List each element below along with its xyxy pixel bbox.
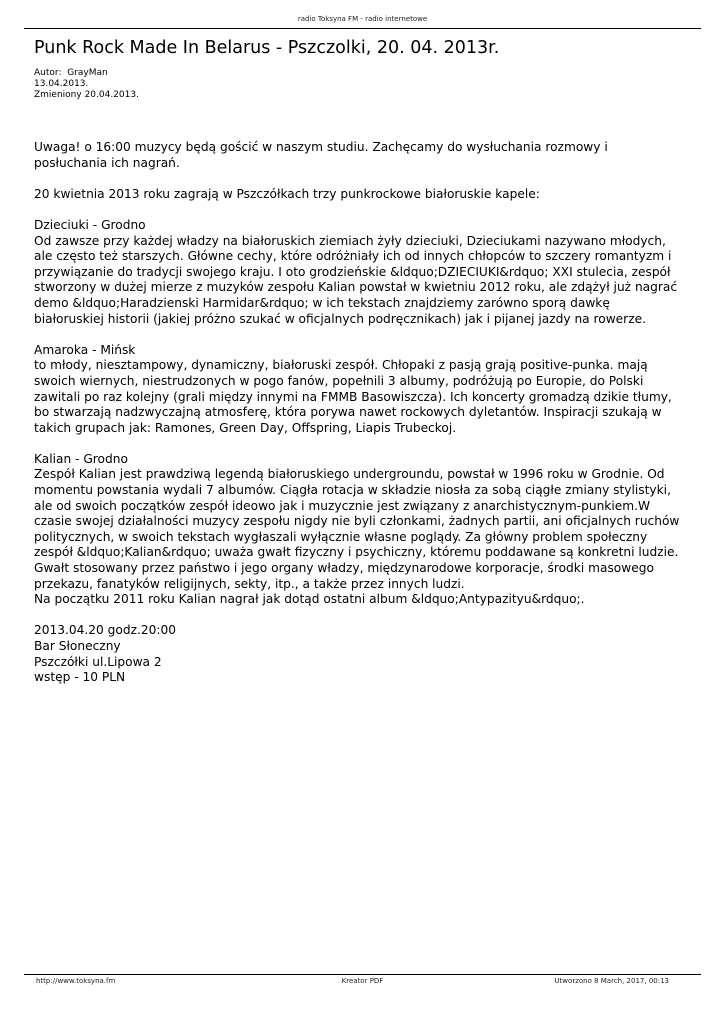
body-line: Dzieciuki - Grodno xyxy=(34,217,146,232)
paragraph-gap xyxy=(34,171,694,187)
body-line: Kalian - Grodno xyxy=(34,451,128,466)
body-line: politycznych, w swoich tekstach wygłaszali wyłącznie własne poglądy. Za główny problem społeczny xyxy=(34,529,648,544)
body-line: przekazu, fanatyków religijnych, sekty, itp., a także przez innych ludzi. xyxy=(34,576,465,591)
article-title: Punk Rock Made In Belarus - Pszczolki, 20. 04. 2013r. xyxy=(34,38,500,58)
author-line: Autor: GrayMan xyxy=(34,68,108,78)
body-line: białoruskiej historii (jakiej próżno szukać w oficjalnych podręcznikach) jak i pijanej jazdy na rowerze. xyxy=(34,311,646,326)
created-date: 13.04.2013. xyxy=(34,79,89,89)
body-line: 2013.04.20 godz.20:00 xyxy=(34,623,176,638)
body-line: demo &ldquo;Haradzienski Harmidar&rdquo; w ich tekstach znajdziemy zarówno sporą dawkę xyxy=(34,295,610,310)
body-line: takich grupach jak: Ramones, Green Day, Offspring, Liapis Trubeckoj. xyxy=(34,420,457,435)
body-line: Zespół Kalian jest prawdziwą legendą białoruskiego undergroundu, powstał w 1996 roku w Grodnie. Od xyxy=(34,467,665,482)
body-line: Gwałt stosowany przez państwo i jego organy władzy, międzynarodowe korporacje, środki masowego xyxy=(34,561,654,576)
body-line: 20 kwietnia 2013 roku zagrają w Pszczółkach trzy punkrockowe białoruskie kapele: xyxy=(34,186,540,201)
footer-generator: Kreator PDF xyxy=(341,977,384,985)
body-line: przywiązanie do tradycji swojego kraju. I oto grodzieńskie &ldquo;DZIECIUKI&rdquo; XXI stulecia, zespół xyxy=(34,264,671,279)
modified-date: Zmieniony 20.04.2013. xyxy=(34,90,139,100)
body-line: to młody, niesztampowy, dynamiczny, białoruski zespół. Chłopaki z pasją grają positive-punka. mają xyxy=(34,358,648,373)
paragraph-gap xyxy=(34,327,694,343)
body-line: czasie swojej działalności muzycy zespołu nigdy nie byli członkami, żadnych partii, ani oficjalnych ruchów xyxy=(34,514,680,529)
paragraph-gap xyxy=(34,608,694,624)
body-line: posłuchania ich nagrań. xyxy=(34,155,180,170)
body-line: Uwaga! o 16:00 muzycy będą gościć w naszym studiu. Zachęcamy do wysłuchania rozmowy i xyxy=(34,140,608,154)
body-line: ale często też starszych. Główne cechy, które odróżniały ich od innych chłopców to szczery romantyzm i xyxy=(34,249,672,264)
footer-url[interactable]: http://www.toksyna.fm xyxy=(36,977,116,985)
body-line: wstęp - 10 PLN xyxy=(34,670,126,685)
body-line: momentu powstania wydali 7 albumów. Ciągła rotacja w składzie niosła za sobą ciągłe zmiany stylistyki, xyxy=(34,483,671,498)
body-line: Amaroka - Mińsk xyxy=(34,342,136,357)
body-line: swoich wiernych, niestrudzonych w pogo fanów, popełnili 3 albumy, podróżują po Europie, do Polski xyxy=(34,373,644,388)
body-line: bo stwarzają nadzwyczajną atmosferę, która porywa nawet rockowych dyletantów. Inspiracji szukają w xyxy=(34,405,662,420)
body-line: Pszczółki ul.Lipowa 2 xyxy=(34,654,162,669)
paragraph-gap xyxy=(34,202,694,218)
body-line: Bar Słoneczny xyxy=(34,639,121,653)
site-header: radio Toksyna FM - radio internetowe xyxy=(297,15,428,23)
paragraph-gap xyxy=(34,436,694,452)
body-line: Na początku 2011 roku Kalian nagrał jak dotąd ostatni album &ldquo;Antypazityu&rdquo;. xyxy=(34,592,585,607)
body-line: ale od swoich początków zespół ideowo jak i muzycznie jest związany z anarchistycznym-punkiem.W xyxy=(34,498,651,513)
body-line: zespół &ldquo;Kalian&rdquo; uważa gwałt fizyczny i psychiczny, któremu poddawane są konkretni ludzie. xyxy=(34,545,679,560)
body-line: zawitali po raz kolejny (grali między innymi na FMMB Basowiszcza). Ich koncerty gromadzą dzikie tłumy, xyxy=(34,389,672,404)
body-line: stworzony w dużej mierze z muzyków zespołu Kalian powstał w kwietniu 2012 roku, ale zdążył już nagrać xyxy=(34,280,678,295)
article-body xyxy=(34,140,694,686)
header-divider xyxy=(24,28,701,29)
body-line: Od zawsze przy każdej władzy na białoruskich ziemiach żyły dzieciuki, Dzieciukami nazywano młodych, xyxy=(34,233,666,248)
article-meta xyxy=(34,68,139,101)
footer-created: Utworzono 8 March, 2017, 00:13 xyxy=(554,977,669,985)
footer-divider xyxy=(24,974,701,975)
